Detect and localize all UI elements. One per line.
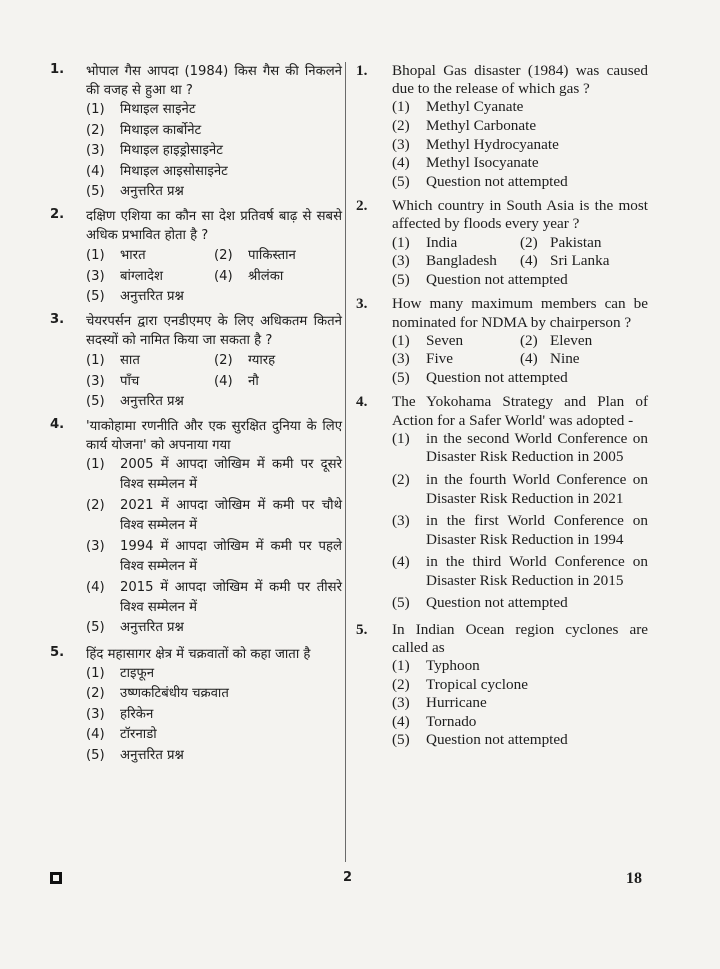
- option-text: Nine: [550, 350, 580, 368]
- question-text: Bhopal Gas disaster (1984) was caused due to the release of which gas ?: [392, 62, 648, 98]
- option-text: Tropical cyclone: [426, 675, 528, 693]
- option-text: Five: [426, 350, 454, 368]
- question-number: 2.: [356, 197, 368, 215]
- option-number: (3): [86, 538, 105, 554]
- question-2-hindi: [50, 207, 342, 308]
- option: [86, 496, 342, 537]
- option-text: मिथाइल साइनेट: [120, 102, 196, 118]
- option: [86, 455, 342, 496]
- option: [392, 369, 648, 388]
- option: [86, 618, 342, 638]
- option-text: Seven: [426, 331, 464, 349]
- option: [86, 392, 342, 412]
- question-text: हिंद महासागर क्षेत्र में चक्रवातों को कहा जाता है: [86, 646, 311, 662]
- option: [392, 350, 520, 369]
- option-text: Typhoon: [426, 657, 480, 675]
- option: [392, 657, 648, 676]
- option-text: Sri Lanka: [550, 252, 610, 270]
- option: [86, 537, 342, 578]
- option: [214, 371, 342, 392]
- option: [392, 252, 520, 271]
- option-row: [86, 371, 342, 392]
- option: [392, 713, 648, 732]
- option-row: [392, 252, 648, 271]
- question-3-hindi: [50, 312, 342, 413]
- option: [392, 98, 648, 117]
- question-number: 4.: [356, 393, 368, 411]
- question-4-hindi: [50, 417, 342, 639]
- options-list: [86, 455, 342, 639]
- option: [86, 684, 342, 704]
- option-number: (5): [392, 731, 410, 749]
- option: [214, 245, 342, 266]
- page-number-right: 18: [626, 870, 642, 887]
- option-text: Question not attempted: [426, 731, 568, 749]
- option-number: (5): [392, 594, 410, 612]
- option-number: (2): [214, 247, 233, 263]
- question-text: The Yokohama Strategy and Plan of Action for a Safer World' was adopted -: [392, 393, 648, 429]
- option-text: in the fourth World Conference on Disaster Risk Reduction in 2021: [426, 470, 648, 507]
- option-number: (3): [392, 694, 410, 712]
- question-text: Which country in South Asia is the most affected by floods every year ?: [392, 197, 648, 233]
- option: [86, 287, 342, 307]
- option-number: (4): [520, 252, 538, 270]
- question-4-english: [356, 393, 648, 612]
- option: [392, 332, 520, 351]
- question-text: 'याकोहामा रणनीति और एक सुरक्षित दुनिया के लिए कार्य योजना' को अपनाया गया: [86, 418, 342, 453]
- option: [86, 350, 214, 371]
- option-text: टॉरनाडो: [120, 727, 157, 743]
- option-text: अनुत्तरित प्रश्न: [120, 620, 184, 636]
- option-number: (1): [86, 102, 105, 118]
- option-number: (3): [392, 512, 410, 530]
- option-number: (4): [214, 373, 233, 389]
- option: [86, 182, 342, 202]
- option-number: (3): [86, 706, 105, 722]
- option-number: (1): [86, 352, 105, 368]
- option-number: (5): [86, 620, 105, 636]
- option-number: (2): [86, 497, 105, 513]
- options-list: [86, 350, 342, 413]
- option-row: [86, 350, 342, 371]
- option: [392, 676, 648, 695]
- option-number: (2): [392, 675, 410, 693]
- english-column: [356, 62, 648, 750]
- option-number: (5): [86, 394, 105, 410]
- option: [86, 705, 342, 725]
- option-text: Methyl Isocyanate: [426, 154, 539, 172]
- option: [520, 350, 648, 369]
- option-number: (1): [392, 331, 410, 349]
- option: [86, 162, 342, 182]
- option-text: अनुत्तरित प्रश्न: [120, 747, 184, 763]
- options-list: [86, 664, 342, 766]
- option-number: (1): [392, 98, 410, 116]
- option-number: (3): [392, 252, 410, 270]
- option-row: [392, 234, 648, 253]
- options-list: [392, 98, 648, 191]
- option-text: Tornado: [426, 712, 477, 730]
- option-text: Methyl Carbonate: [426, 117, 537, 135]
- option: [392, 731, 648, 750]
- option: [86, 725, 342, 745]
- options-list: [86, 100, 342, 202]
- option-text: भारत: [120, 247, 146, 263]
- option-number: (1): [392, 233, 410, 251]
- option: [392, 234, 520, 253]
- option: [392, 694, 648, 713]
- option-number: (3): [86, 143, 105, 159]
- option-number: (4): [392, 154, 410, 172]
- option-text: पाकिस्तान: [248, 247, 296, 263]
- option-text: मिथाइल आइसोसाइनेट: [120, 163, 228, 179]
- option-text: सात: [120, 352, 140, 368]
- option-text: Question not attempted: [426, 172, 568, 190]
- question-number: 1.: [356, 62, 368, 79]
- option-text: उष्णकटिबंधीय चक्रवात: [120, 686, 229, 702]
- option-number: (5): [86, 289, 105, 305]
- option-number: (1): [392, 657, 410, 675]
- option-number: (1): [86, 666, 105, 682]
- option: [520, 234, 648, 253]
- question-number: 4.: [50, 416, 65, 432]
- options-list: [392, 234, 648, 290]
- option: [392, 430, 648, 467]
- option-number: (3): [86, 373, 105, 389]
- question-number: 5.: [50, 644, 65, 660]
- question-3-english: [356, 295, 648, 387]
- option-number: (2): [520, 331, 538, 349]
- option-number: (5): [86, 184, 105, 200]
- option-text: Methyl Cyanate: [426, 98, 524, 116]
- question-text: How many maximum members can be nominated for NDMA by chairperson ?: [392, 295, 648, 331]
- option: [86, 121, 342, 141]
- option: [392, 594, 648, 613]
- question-2-english: [356, 197, 648, 289]
- option: [214, 350, 342, 371]
- question-text: भोपाल गैस आपदा (1984) किस गैस की निकलने की वजह से हुआ था ?: [86, 64, 342, 99]
- option-number: (5): [392, 172, 410, 190]
- option-text: in the second World Conference on Disaster Risk Reduction in 2005: [426, 429, 648, 466]
- option: [392, 553, 648, 590]
- option-text: 1994 में आपदा जोखिम में कमी पर पहले विश्व सम्मेलन में: [120, 538, 342, 575]
- option-number: (2): [520, 233, 538, 251]
- option-text: श्रीलंका: [248, 268, 284, 284]
- option-number: (1): [86, 456, 105, 472]
- option-text: Question not attempted: [426, 270, 568, 288]
- option-number: (4): [86, 727, 105, 743]
- option-text: अनुत्तरित प्रश्न: [120, 394, 184, 410]
- option-text: 2005 में आपदा जोखिम में कमी पर दूसरे विश्व सम्मेलन में: [120, 456, 342, 493]
- option-row: [86, 266, 342, 287]
- option-text: Bangladesh: [426, 252, 497, 270]
- question-number: 3.: [50, 311, 65, 327]
- question-text: दक्षिण एशिया का कौन सा देश प्रतिवर्ष बाढ़ से सबसे अधिक प्रभावित होता है ?: [86, 208, 342, 243]
- question-1-hindi: [50, 62, 342, 203]
- option: [86, 141, 342, 161]
- option-text: 2021 में आपदा जोखिम में कमी पर चौथे विश्व सम्मेलन में: [120, 497, 342, 534]
- option: [392, 154, 648, 173]
- option: [86, 664, 342, 684]
- option-text: नौ: [248, 373, 259, 389]
- option-text: टाइफून: [120, 666, 155, 682]
- option-text: ग्यारह: [248, 352, 276, 368]
- option-text: Hurricane: [426, 694, 487, 712]
- option-number: (2): [214, 352, 233, 368]
- option-number: (4): [520, 350, 538, 368]
- option: [214, 266, 342, 287]
- options-list: [392, 430, 648, 613]
- question-5-hindi: [50, 645, 342, 766]
- option: [392, 271, 648, 290]
- option-text: 2015 में आपदा जोखिम में कमी पर तीसरे विश्व सम्मेलन में: [120, 579, 342, 615]
- option: [86, 578, 342, 619]
- option-text: बांग्लादेश: [120, 268, 163, 284]
- option-text: अनुत्तरित प्रश्न: [120, 184, 184, 200]
- option-number: (4): [392, 553, 410, 571]
- option: [86, 245, 214, 266]
- option-number: (5): [392, 270, 410, 288]
- option-row: [86, 245, 342, 266]
- option-text: Methyl Hydrocyanate: [426, 135, 559, 153]
- option-number: (3): [392, 350, 410, 368]
- options-list: [86, 245, 342, 308]
- option-row: [392, 332, 648, 351]
- option-number: (3): [392, 135, 410, 153]
- option-text: Question not attempted: [426, 594, 568, 612]
- option: [520, 252, 648, 271]
- option: [86, 746, 342, 766]
- option-number: (1): [86, 247, 105, 263]
- option: [392, 136, 648, 155]
- option-number: (4): [392, 712, 410, 730]
- option-number: (4): [86, 579, 105, 595]
- option: [520, 332, 648, 351]
- option-text: हरिकेन: [120, 706, 154, 722]
- option-text: Eleven: [550, 331, 593, 349]
- page-number-center: 2: [343, 870, 353, 885]
- question-1-english: [356, 62, 648, 191]
- option-number: (2): [86, 122, 105, 138]
- option-number: (4): [86, 163, 105, 179]
- option-number: (3): [86, 268, 105, 284]
- option-text: Question not attempted: [426, 368, 568, 386]
- option-text: India: [426, 233, 458, 251]
- question-text: In Indian Ocean region cyclones are called as: [392, 620, 648, 657]
- option-text: Pakistan: [550, 233, 602, 251]
- question-5-english: [356, 621, 648, 750]
- question-text: चेयरपर्सन द्वारा एनडीएमए के लिए अधिकतम कितने सदस्यों को नामित किया जा सकता है ?: [86, 313, 342, 348]
- option-text: मिथाइल कार्बोनेट: [120, 122, 202, 138]
- option: [392, 117, 648, 136]
- option-text: पाँच: [120, 373, 140, 389]
- option-number: (4): [214, 268, 233, 284]
- options-list: [392, 657, 648, 750]
- hindi-column: [50, 62, 342, 766]
- option-number: (2): [392, 117, 410, 135]
- registration-mark-icon: [50, 872, 62, 884]
- question-number: 2.: [50, 206, 65, 222]
- option-text: अनुत्तरित प्रश्न: [120, 289, 184, 305]
- option: [86, 371, 214, 392]
- option-text: मिथाइल हाइड्रोसाइनेट: [120, 143, 223, 159]
- column-divider: [345, 62, 346, 862]
- option-text: in the third World Conference on Disaster Risk Reduction in 2015: [426, 553, 648, 589]
- option-number: (5): [392, 368, 410, 386]
- option-row: [392, 350, 648, 369]
- option-number: (2): [86, 686, 105, 702]
- option: [86, 266, 214, 287]
- option: [392, 173, 648, 192]
- option: [392, 512, 648, 549]
- option-text: in the first World Conference on Disaster Risk Reduction in 1994: [426, 512, 648, 548]
- options-list: [392, 332, 648, 388]
- option: [392, 471, 648, 508]
- option: [86, 100, 342, 120]
- option-number: (5): [86, 747, 105, 763]
- question-number: 5.: [356, 620, 368, 638]
- question-number: 3.: [356, 295, 368, 313]
- option-number: (2): [392, 470, 410, 488]
- option-number: (1): [392, 429, 410, 447]
- question-number: 1.: [50, 62, 65, 77]
